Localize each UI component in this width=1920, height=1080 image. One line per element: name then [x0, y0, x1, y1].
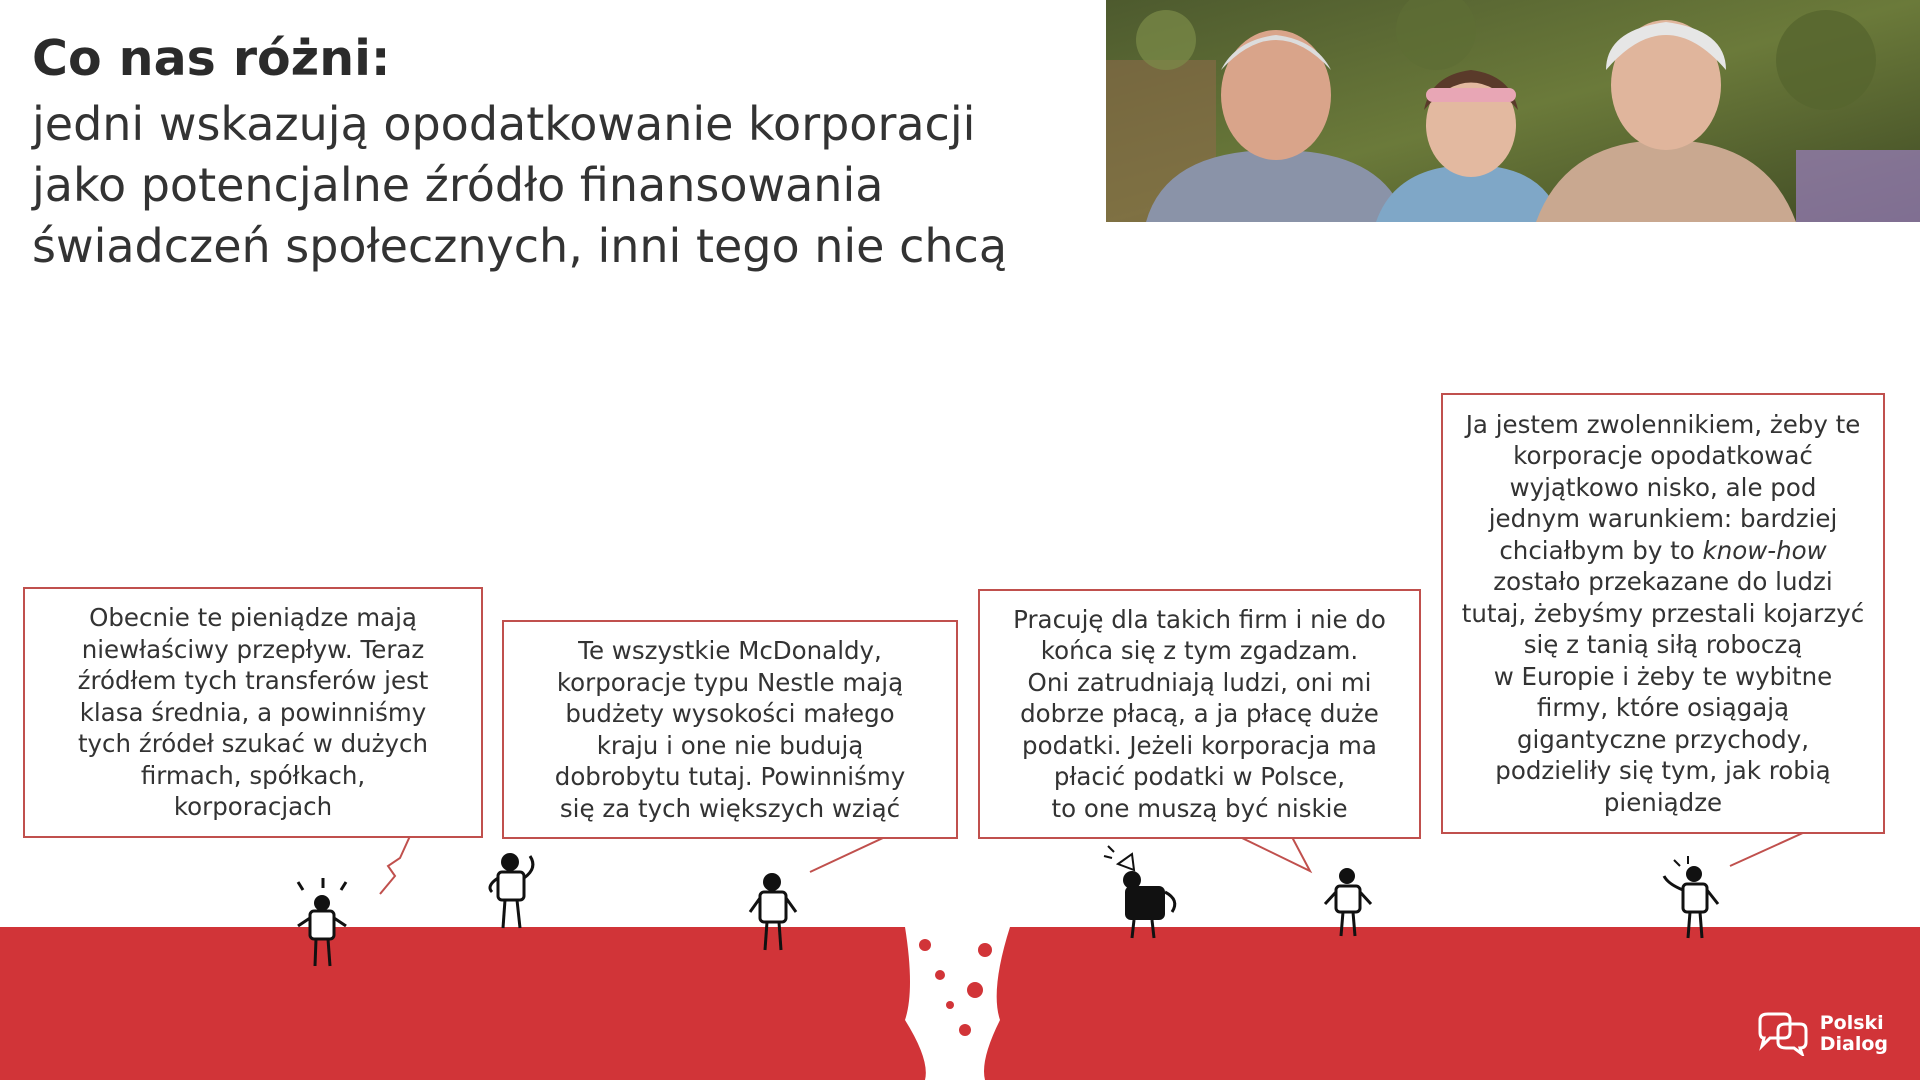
- quote-line: Te wszystkie McDonaldy,: [578, 636, 882, 665]
- quote-line: pieniądze: [1603, 787, 1723, 817]
- quote-line: źródłem tych transferów jest: [77, 666, 429, 696]
- logo-line-2: Dialog: [1819, 1033, 1888, 1055]
- quote-line: podzieliły się tym, jak robią: [1495, 756, 1831, 786]
- quote-line: korporacjach: [173, 792, 333, 822]
- quote-line: klasa średnia, a powinniśmy: [79, 697, 427, 727]
- subtitle-line: jako potencjalne źródło finansowania: [32, 158, 884, 212]
- quote-line: jednym warunkiem: bardziej: [1488, 504, 1838, 534]
- person-figure-icon: [738, 868, 808, 958]
- quote-line: dobrobytu tutaj. Powinniśmy: [554, 762, 906, 791]
- quote-line: tutaj, żebyśmy przestali kojarzyć: [1461, 598, 1865, 628]
- quote-line: korporacje typu Nestle mają: [556, 667, 904, 697]
- quote-line-prefix: chciałbym by to: [1499, 535, 1703, 565]
- quote-line: dobrze płacą, a ja płacę duże: [1020, 699, 1379, 729]
- person-figure-icon: [1315, 864, 1380, 944]
- subtitle-line: jedni wskazują opodatkowanie korporacji: [32, 97, 976, 151]
- quote-line: w Europie i żeby te wybitne: [1493, 661, 1833, 691]
- quote-line: końca się z tym zgadzam.: [1040, 636, 1359, 666]
- quote-line: Ja jestem zwolennikiem, żeby te: [1465, 409, 1861, 439]
- quote-line: budżety wysokości małego: [565, 699, 895, 728]
- quote-line: płacić podatki w Polsce,: [1053, 762, 1346, 792]
- quote-line: tych źródeł szukać w dużych: [77, 729, 429, 759]
- quote-line: firmy, które osiągają: [1536, 693, 1790, 723]
- page-title: Co nas różni:: [32, 30, 391, 87]
- quote-bubble-2: [502, 620, 958, 839]
- quote-line: kraju i one nie budują: [596, 730, 864, 760]
- quote-line: to one muszą być niskie: [1051, 793, 1348, 823]
- bubble-tail-4: [1725, 832, 1815, 872]
- quote-italic-term: know-how: [1702, 535, 1827, 565]
- quote-line: firmach, spółkach,: [140, 760, 366, 790]
- person-figure-icon: [1100, 842, 1195, 942]
- logo-line-1: Polski: [1819, 1012, 1884, 1034]
- quote-line: Oni zatrudniają ludzi, oni mi: [1027, 667, 1372, 697]
- quote-line: niewłaściwy przepływ. Teraz: [81, 634, 425, 664]
- quote-line: korporacje opodatkować: [1513, 441, 1813, 471]
- person-figure-icon: [478, 848, 548, 938]
- quote-line: gigantyczne przychody,: [1516, 724, 1810, 754]
- bubble-tail-2: [805, 837, 885, 877]
- quote-line: Pracuję dla takich firm i nie do: [1013, 604, 1386, 634]
- bubble-tail-3: [1240, 837, 1320, 877]
- bubble-tail-1: [360, 836, 420, 896]
- quote-line: [1462, 535, 1864, 567]
- quote-line: zostało przekazane do ludzi: [1493, 567, 1833, 597]
- person-figure-icon: [1652, 854, 1732, 944]
- polski-dialog-logo: [1756, 1012, 1888, 1056]
- subtitle-line: świadczeń społecznych, inni tego nie chcą: [32, 219, 1008, 273]
- person-figure-icon: [288, 878, 358, 973]
- speech-bubbles-logo-icon: [1756, 1012, 1810, 1056]
- quote-bubble-1: [23, 587, 483, 838]
- quote-line: wyjątkowo nisko, ale pod: [1509, 472, 1817, 502]
- quote-line: Obecnie te pieniądze mają: [89, 603, 417, 633]
- quote-bubble-4: [1441, 393, 1885, 834]
- quote-bubble-3: [978, 589, 1421, 839]
- quote-line: się za tych większych wziąć: [559, 793, 901, 823]
- quote-line: się z tanią siłą roboczą: [1523, 630, 1803, 660]
- quote-line: podatki. Jeżeli korporacja ma: [1022, 730, 1377, 760]
